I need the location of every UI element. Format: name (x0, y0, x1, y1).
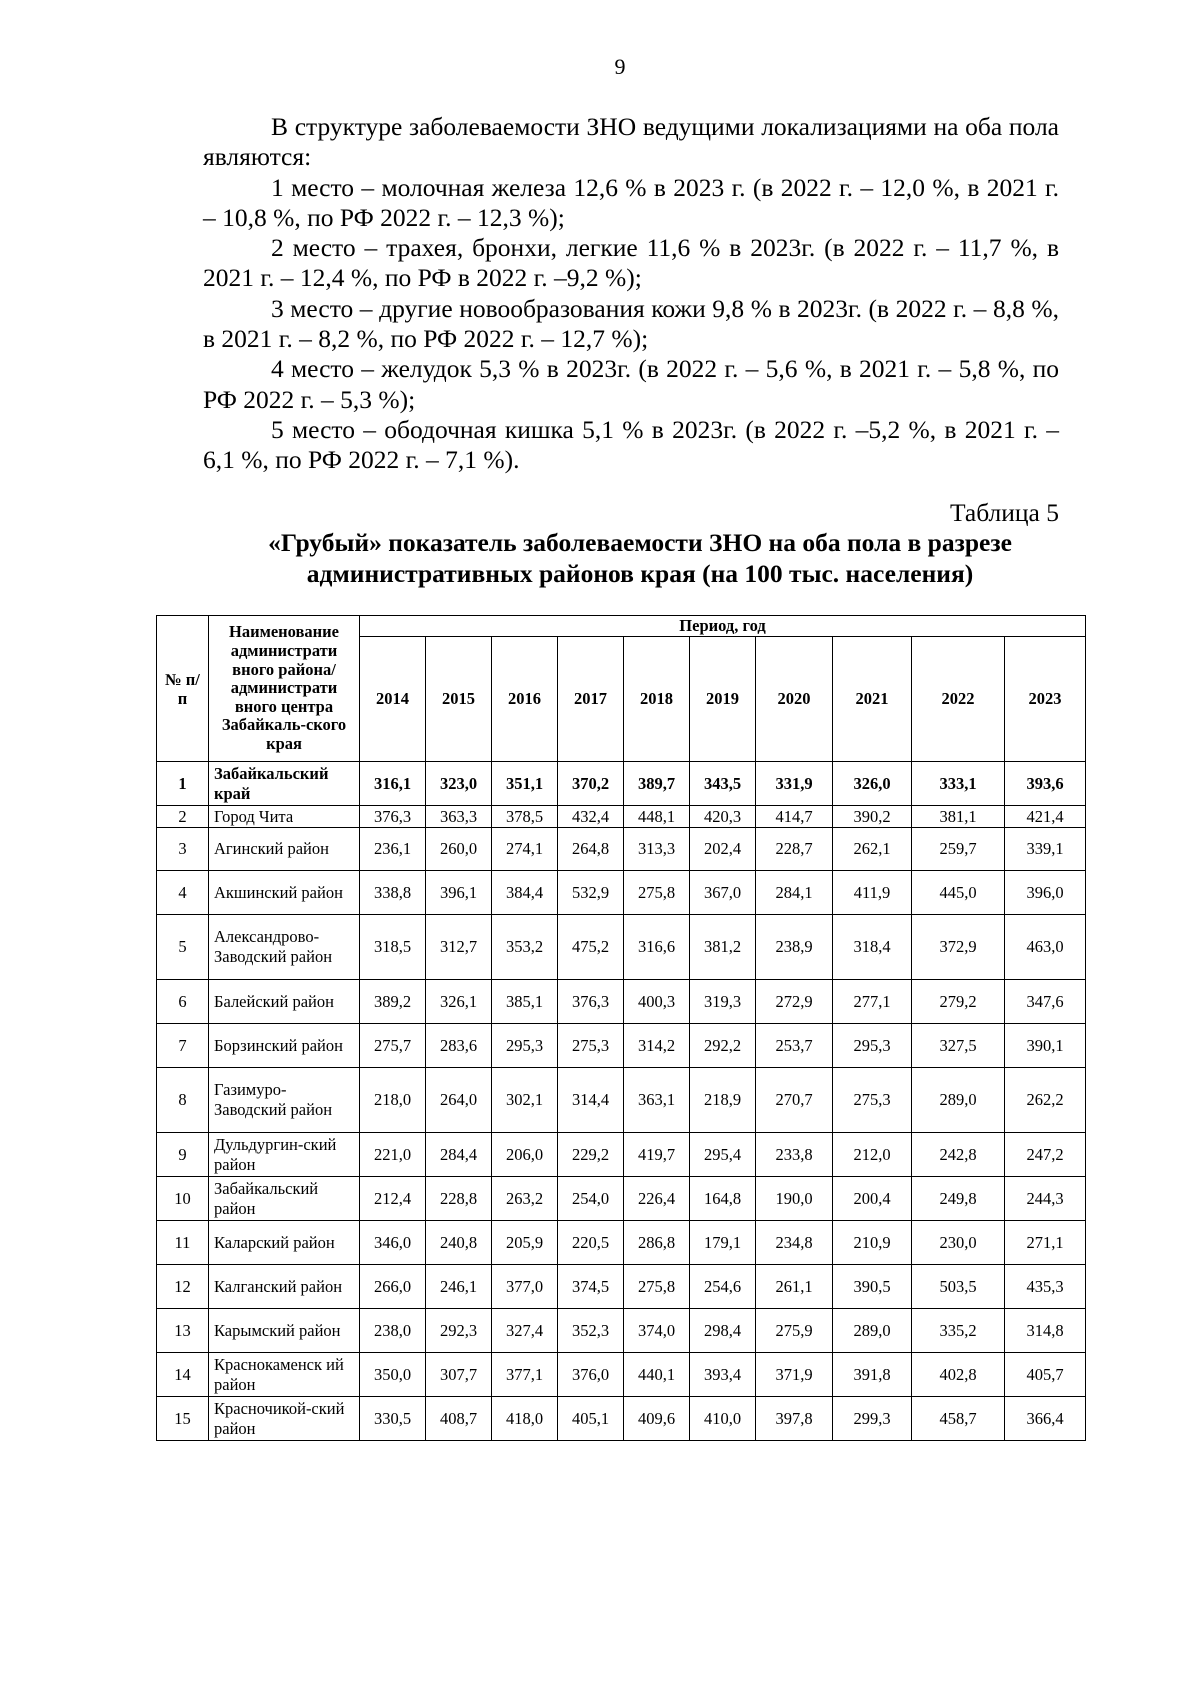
body-text (203, 112, 1059, 476)
rate-value: 351,1 (492, 762, 558, 806)
rate-value: 284,4 (426, 1133, 492, 1177)
district-name: Краснокаменск ий район (209, 1353, 360, 1397)
rate-value: 190,0 (756, 1177, 833, 1221)
row-number: 12 (157, 1265, 209, 1309)
rate-value: 367,0 (690, 871, 756, 915)
rate-value: 363,1 (624, 1068, 690, 1133)
rate-value: 327,5 (912, 1024, 1005, 1068)
rate-value: 475,2 (558, 915, 624, 980)
header-year: 2016 (492, 637, 558, 762)
rate-value: 313,3 (624, 828, 690, 871)
rate-value: 352,3 (558, 1309, 624, 1353)
rate-value: 298,4 (690, 1309, 756, 1353)
header-period: Период, год (360, 616, 1086, 637)
rate-value: 366,4 (1005, 1397, 1086, 1441)
rate-value: 302,1 (492, 1068, 558, 1133)
rate-value: 393,6 (1005, 762, 1086, 806)
rate-value: 233,8 (756, 1133, 833, 1177)
rate-value: 376,3 (360, 806, 426, 828)
rate-value: 385,1 (492, 980, 558, 1024)
rate-value: 409,6 (624, 1397, 690, 1441)
rate-value: 503,5 (912, 1265, 1005, 1309)
district-name: Калганский район (209, 1265, 360, 1309)
page-number: 9 (614, 54, 626, 79)
header-year: 2019 (690, 637, 756, 762)
table-caption: Таблица 5 (949, 498, 1059, 527)
rate-value: 374,5 (558, 1265, 624, 1309)
header-year: 2022 (912, 637, 1005, 762)
rate-value: 270,7 (756, 1068, 833, 1133)
rate-value: 405,7 (1005, 1353, 1086, 1397)
rate-value: 292,3 (426, 1309, 492, 1353)
table-title (170, 528, 1110, 589)
rate-value: 238,0 (360, 1309, 426, 1353)
rate-value: 420,3 (690, 806, 756, 828)
rate-value: 230,0 (912, 1221, 1005, 1265)
rate-value: 262,2 (1005, 1068, 1086, 1133)
rate-value: 246,1 (426, 1265, 492, 1309)
district-name: Город Чита (209, 806, 360, 828)
row-number: 14 (157, 1353, 209, 1397)
district-name: Балейский район (209, 980, 360, 1024)
rate-value: 370,2 (558, 762, 624, 806)
row-number: 10 (157, 1177, 209, 1221)
rate-value: 205,9 (492, 1221, 558, 1265)
rate-value: 463,0 (1005, 915, 1086, 980)
table-header-row (157, 616, 1086, 637)
rate-value: 284,1 (756, 871, 833, 915)
rate-value: 408,7 (426, 1397, 492, 1441)
row-number: 7 (157, 1024, 209, 1068)
rate-value: 266,0 (360, 1265, 426, 1309)
table-row (157, 806, 1086, 828)
rate-value: 376,0 (558, 1353, 624, 1397)
rate-value: 411,9 (833, 871, 912, 915)
rate-value: 326,1 (426, 980, 492, 1024)
rate-value: 212,0 (833, 1133, 912, 1177)
rate-value: 363,3 (426, 806, 492, 828)
rate-value: 389,2 (360, 980, 426, 1024)
row-number: 4 (157, 871, 209, 915)
header-year: 2020 (756, 637, 833, 762)
rate-value: 318,5 (360, 915, 426, 980)
row-number: 15 (157, 1397, 209, 1441)
header-year: 2017 (558, 637, 624, 762)
table-row (157, 1353, 1086, 1397)
row-number: 13 (157, 1309, 209, 1353)
district-name: Забайкальский район (209, 1177, 360, 1221)
rate-value: 414,7 (756, 806, 833, 828)
rate-value: 254,0 (558, 1177, 624, 1221)
rate-value: 262,1 (833, 828, 912, 871)
district-name: Забайкальский край (209, 762, 360, 806)
table-row (157, 762, 1086, 806)
rate-value: 261,1 (756, 1265, 833, 1309)
rate-value: 312,7 (426, 915, 492, 980)
rate-value: 254,6 (690, 1265, 756, 1309)
rate-value: 277,1 (833, 980, 912, 1024)
rate-value: 275,9 (756, 1309, 833, 1353)
table-title-line: «Грубый» показатель заболеваемости ЗНО на оба пола в разрезе (268, 528, 1012, 557)
table-title-line: административных районов края (на 100 тыс. населения) (306, 558, 974, 588)
rate-value: 448,1 (624, 806, 690, 828)
rate-value: 400,3 (624, 980, 690, 1024)
header-year: 2015 (426, 637, 492, 762)
table-row (157, 1265, 1086, 1309)
rate-value: 350,0 (360, 1353, 426, 1397)
rate-value: 307,7 (426, 1353, 492, 1397)
rate-value: 314,8 (1005, 1309, 1086, 1353)
rate-value: 249,8 (912, 1177, 1005, 1221)
header-year: 2018 (624, 637, 690, 762)
rate-value: 532,9 (558, 871, 624, 915)
rate-value: 212,4 (360, 1177, 426, 1221)
district-name: Акшинский район (209, 871, 360, 915)
rate-value: 229,2 (558, 1133, 624, 1177)
rate-value: 393,4 (690, 1353, 756, 1397)
rate-value: 228,8 (426, 1177, 492, 1221)
rate-value: 346,0 (360, 1221, 426, 1265)
rate-value: 218,9 (690, 1068, 756, 1133)
rate-value: 295,3 (833, 1024, 912, 1068)
district-name: Красночикой-ский район (209, 1397, 360, 1441)
rate-value: 316,6 (624, 915, 690, 980)
rate-value: 396,0 (1005, 871, 1086, 915)
rate-value: 421,4 (1005, 806, 1086, 828)
rate-value: 440,1 (624, 1353, 690, 1397)
header-district-name: Наименование администрати вного района/ администрати вного центра Забайкаль-ского края (209, 616, 360, 762)
rate-value: 264,8 (558, 828, 624, 871)
rate-value: 260,0 (426, 828, 492, 871)
paragraph: 5 место – ободочная кишка 5,1 % в 2023г. (в 2022 г. –5,2 %, в 2021 г. – 6,1 %, по РФ 2022 г. – 7,1 %). (203, 414, 1059, 475)
rate-value: 384,4 (492, 871, 558, 915)
paragraph: 3 место – другие новообразования кожи 9,8 % в 2023г. (в 2022 г. – 8,8 %, в 2021 г. – 8,2 %, по РФ 2022 г. – 12,7 %); (203, 293, 1059, 354)
rate-value: 396,1 (426, 871, 492, 915)
rate-value: 286,8 (624, 1221, 690, 1265)
rate-value: 374,0 (624, 1309, 690, 1353)
row-number: 3 (157, 828, 209, 871)
rate-value: 240,8 (426, 1221, 492, 1265)
header-num: № п/п (157, 616, 209, 762)
rate-value: 319,3 (690, 980, 756, 1024)
rate-value: 353,2 (492, 915, 558, 980)
rate-value: 221,0 (360, 1133, 426, 1177)
rate-value: 331,9 (756, 762, 833, 806)
rate-value: 372,9 (912, 915, 1005, 980)
table-row (157, 828, 1086, 871)
rate-value: 323,0 (426, 762, 492, 806)
rate-value: 238,9 (756, 915, 833, 980)
rate-value: 338,8 (360, 871, 426, 915)
rate-value: 458,7 (912, 1397, 1005, 1441)
rate-value: 275,8 (624, 871, 690, 915)
district-name: Дульдургин-ский район (209, 1133, 360, 1177)
rate-value: 326,0 (833, 762, 912, 806)
rate-value: 377,1 (492, 1353, 558, 1397)
rate-value: 418,0 (492, 1397, 558, 1441)
rate-value: 299,3 (833, 1397, 912, 1441)
rate-value: 390,5 (833, 1265, 912, 1309)
rate-value: 295,4 (690, 1133, 756, 1177)
paragraph: 4 место – желудок 5,3 % в 2023г. (в 2022 г. – 5,6 %, в 2021 г. – 5,8 %, по РФ 2022 г. – 5,3 %); (203, 354, 1059, 414)
table-row (157, 980, 1086, 1024)
table-row (157, 1068, 1086, 1133)
rate-value: 164,8 (690, 1177, 756, 1221)
row-number: 11 (157, 1221, 209, 1265)
rate-value: 289,0 (833, 1309, 912, 1353)
rate-value: 271,1 (1005, 1221, 1086, 1265)
rate-value: 247,2 (1005, 1133, 1086, 1177)
rate-value: 445,0 (912, 871, 1005, 915)
table-row (157, 1024, 1086, 1068)
district-name: Александрово-Заводский район (209, 915, 360, 980)
paragraph: 1 место – молочная железа 12,6 % в 2023 г. (в 2022 г. – 12,0 %, в 2021 г. – 10,8 %, по РФ 2022 г. – 12,3 %); (203, 172, 1059, 232)
rate-value: 218,0 (360, 1068, 426, 1133)
row-number: 5 (157, 915, 209, 980)
rate-value: 330,5 (360, 1397, 426, 1441)
rate-value: 378,5 (492, 806, 558, 828)
table-row (157, 871, 1086, 915)
rate-value: 432,4 (558, 806, 624, 828)
rate-value: 226,4 (624, 1177, 690, 1221)
rate-value: 264,0 (426, 1068, 492, 1133)
district-name: Каларский район (209, 1221, 360, 1265)
district-name: Агинский район (209, 828, 360, 871)
rate-value: 279,2 (912, 980, 1005, 1024)
rate-value: 389,7 (624, 762, 690, 806)
rate-value: 206,0 (492, 1133, 558, 1177)
rate-value: 347,6 (1005, 980, 1086, 1024)
rate-value: 242,8 (912, 1133, 1005, 1177)
header-year: 2021 (833, 637, 912, 762)
table-row (157, 1133, 1086, 1177)
rate-value: 410,0 (690, 1397, 756, 1441)
rate-value: 390,1 (1005, 1024, 1086, 1068)
rate-value: 179,1 (690, 1221, 756, 1265)
rate-value: 283,6 (426, 1024, 492, 1068)
rate-value: 381,2 (690, 915, 756, 980)
rate-value: 228,7 (756, 828, 833, 871)
rate-value: 402,8 (912, 1353, 1005, 1397)
district-name: Газимуро-Заводский район (209, 1068, 360, 1133)
rate-value: 244,3 (1005, 1177, 1086, 1221)
rate-value: 253,7 (756, 1024, 833, 1068)
rate-value: 327,4 (492, 1309, 558, 1353)
rate-value: 397,8 (756, 1397, 833, 1441)
rate-value: 371,9 (756, 1353, 833, 1397)
row-number: 6 (157, 980, 209, 1024)
rate-value: 390,2 (833, 806, 912, 828)
rate-value: 314,2 (624, 1024, 690, 1068)
table-row (157, 1309, 1086, 1353)
header-year: 2023 (1005, 637, 1086, 762)
rate-value: 263,2 (492, 1177, 558, 1221)
district-name: Борзинский район (209, 1024, 360, 1068)
table-body (157, 762, 1086, 1441)
rate-value: 335,2 (912, 1309, 1005, 1353)
rate-value: 419,7 (624, 1133, 690, 1177)
row-number: 2 (157, 806, 209, 828)
rate-value: 343,5 (690, 762, 756, 806)
rate-value: 202,4 (690, 828, 756, 871)
rate-value: 289,0 (912, 1068, 1005, 1133)
table-row (157, 1221, 1086, 1265)
rate-value: 376,3 (558, 980, 624, 1024)
rate-value: 435,3 (1005, 1265, 1086, 1309)
paragraph: 2 место – трахея, бронхи, легкие 11,6 % в 2023г. (в 2022 г. – 11,7 %, в 2021 г. – 12,4 %, по РФ в 2022 г. –9,2 %); (203, 233, 1059, 293)
header-year: 2014 (360, 637, 426, 762)
rate-value: 275,8 (624, 1265, 690, 1309)
rate-value: 381,1 (912, 806, 1005, 828)
rate-value: 236,1 (360, 828, 426, 871)
rate-value: 295,3 (492, 1024, 558, 1068)
rate-value: 377,0 (492, 1265, 558, 1309)
table-row (157, 915, 1086, 980)
rate-value: 292,2 (690, 1024, 756, 1068)
rate-value: 314,4 (558, 1068, 624, 1133)
row-number: 8 (157, 1068, 209, 1133)
row-number: 9 (157, 1133, 209, 1177)
rate-value: 316,1 (360, 762, 426, 806)
rate-value: 272,9 (756, 980, 833, 1024)
rate-value: 333,1 (912, 762, 1005, 806)
rate-value: 234,8 (756, 1221, 833, 1265)
table-row (157, 1397, 1086, 1441)
rate-value: 259,7 (912, 828, 1005, 871)
row-number: 1 (157, 762, 209, 806)
paragraph: В структуре заболеваемости ЗНО ведущими локализациями на оба пола являются: (203, 112, 1059, 172)
rate-value: 275,3 (833, 1068, 912, 1133)
rate-value: 275,7 (360, 1024, 426, 1068)
rate-value: 274,1 (492, 828, 558, 871)
rate-value: 275,3 (558, 1024, 624, 1068)
district-name: Карымский район (209, 1309, 360, 1353)
rate-value: 210,9 (833, 1221, 912, 1265)
rate-value: 339,1 (1005, 828, 1086, 871)
incidence-table (156, 615, 1086, 1441)
rate-value: 391,8 (833, 1353, 912, 1397)
rate-value: 220,5 (558, 1221, 624, 1265)
rate-value: 318,4 (833, 915, 912, 980)
table-row (157, 1177, 1086, 1221)
rate-value: 405,1 (558, 1397, 624, 1441)
rate-value: 200,4 (833, 1177, 912, 1221)
